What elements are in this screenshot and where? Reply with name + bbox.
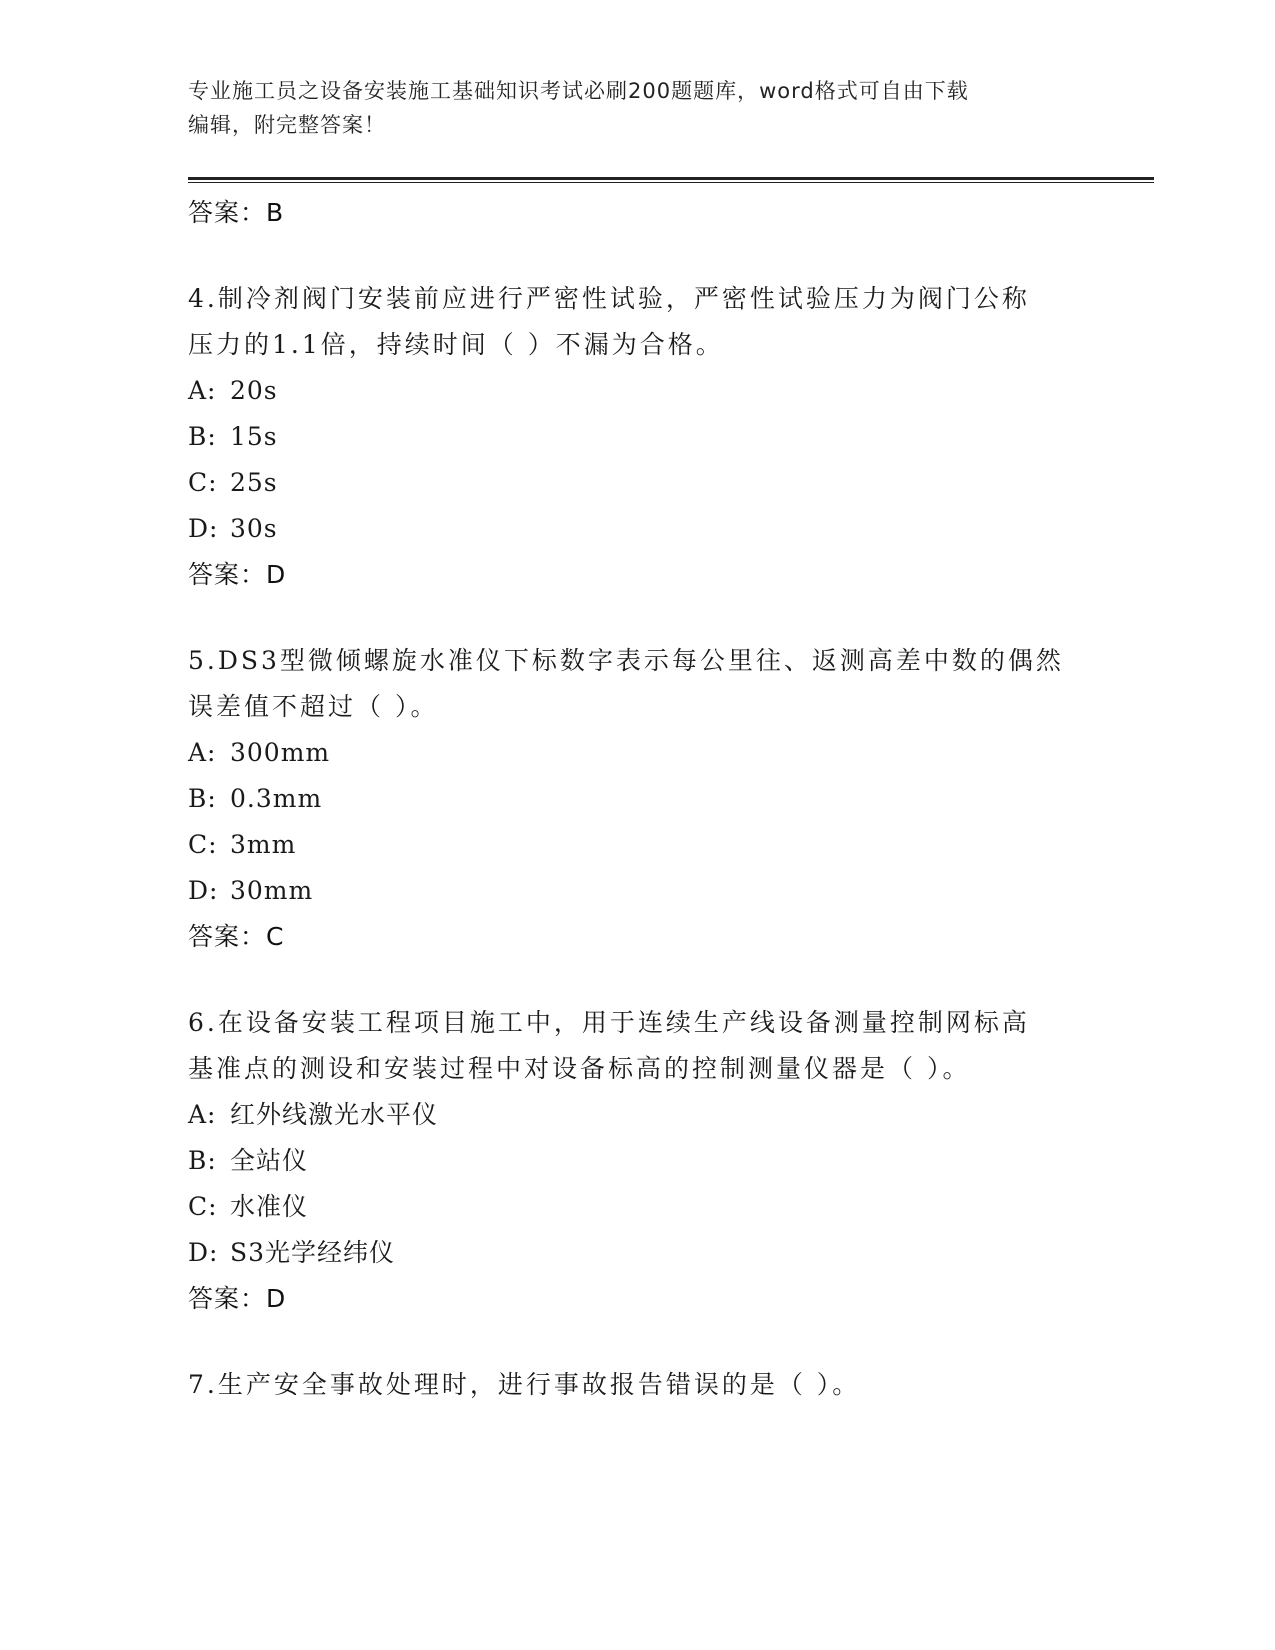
option-d (188, 868, 1108, 914)
option-text: 15s (230, 422, 278, 451)
answer-line (188, 190, 1108, 236)
question-7 (188, 1362, 1108, 1408)
option-letter: D: (188, 1238, 219, 1267)
header-line-2: 编辑，附完整答案！ (188, 113, 386, 137)
question-text-line-2: 基准点的测设和安装过程中对设备标高的控制测量仪器是（ ）。 (188, 1054, 971, 1083)
option-c (188, 1184, 1108, 1230)
option-text: 300mm (230, 738, 331, 767)
option-text: 0.3mm (230, 784, 323, 813)
option-letter: B: (188, 422, 217, 451)
answer-value: C (266, 922, 285, 951)
answer-line (188, 552, 1108, 598)
option-b (188, 776, 1108, 822)
answer-label: 答案： (188, 1284, 267, 1313)
question-5 (188, 638, 1108, 960)
option-text: 20s (230, 376, 278, 405)
question-text-line-1: 7.生产安全事故处理时，进行事故报告错误的是（ ）。 (188, 1370, 861, 1399)
option-b (188, 1138, 1108, 1184)
option-letter: B: (188, 784, 217, 813)
header-divider-thick (188, 177, 1154, 180)
question-text-line-1: 6.在设备安装工程项目施工中，用于连续生产线设备测量控制网标高 (188, 1008, 1030, 1037)
option-a (188, 368, 1108, 414)
option-letter: D: (188, 876, 219, 905)
question-text-line-2: 误差值不超过（ ）。 (188, 692, 439, 721)
option-text: 水准仪 (230, 1192, 309, 1221)
question-text-line-2: 压力的1.1倍，持续时间（ ）不漏为合格。 (188, 330, 724, 359)
answer-label: 答案： (188, 198, 267, 227)
option-text: 30s (230, 514, 278, 543)
option-letter: C: (188, 468, 218, 497)
question-text-line-1: 5.DS3型微倾螺旋水准仪下标数字表示每公里往、返测高差中数的偶然 (188, 646, 1064, 675)
option-letter: C: (188, 830, 218, 859)
question-text-line-1: 4.制冷剂阀门安装前应进行严密性试验，严密性试验压力为阀门公称 (188, 284, 1030, 313)
option-c (188, 822, 1108, 868)
option-text: 30mm (230, 876, 314, 905)
option-a (188, 730, 1108, 776)
answer-label: 答案： (188, 922, 267, 951)
option-text: 全站仪 (230, 1146, 309, 1175)
option-text: 红外线激光水平仪 (230, 1100, 439, 1129)
option-d (188, 506, 1108, 552)
option-letter: B: (188, 1146, 217, 1175)
option-a (188, 1092, 1108, 1138)
question-list (188, 190, 1108, 1408)
option-text: S3光学经纬仪 (230, 1238, 396, 1267)
option-b (188, 414, 1108, 460)
header-divider-thin (188, 182, 1154, 183)
option-c (188, 460, 1108, 506)
option-letter: D: (188, 514, 219, 543)
answer-line (188, 1276, 1108, 1322)
page-header (188, 74, 1088, 142)
header-line-1: 专业施工员之设备安装施工基础知识考试必刷200题题库，word格式可自由下载 (188, 79, 969, 103)
option-letter: A: (188, 1100, 217, 1129)
option-text: 3mm (230, 830, 297, 859)
option-letter: C: (188, 1192, 218, 1221)
answer-line (188, 914, 1108, 960)
option-text: 25s (230, 468, 278, 497)
answer-value: D (266, 560, 287, 589)
answer-label: 答案： (188, 560, 267, 589)
option-letter: A: (188, 738, 217, 767)
answer-value: D (266, 1284, 287, 1313)
answer-value: B (266, 198, 285, 227)
option-d (188, 1230, 1108, 1276)
question-6 (188, 1000, 1108, 1322)
question-4 (188, 276, 1108, 598)
option-letter: A: (188, 376, 217, 405)
